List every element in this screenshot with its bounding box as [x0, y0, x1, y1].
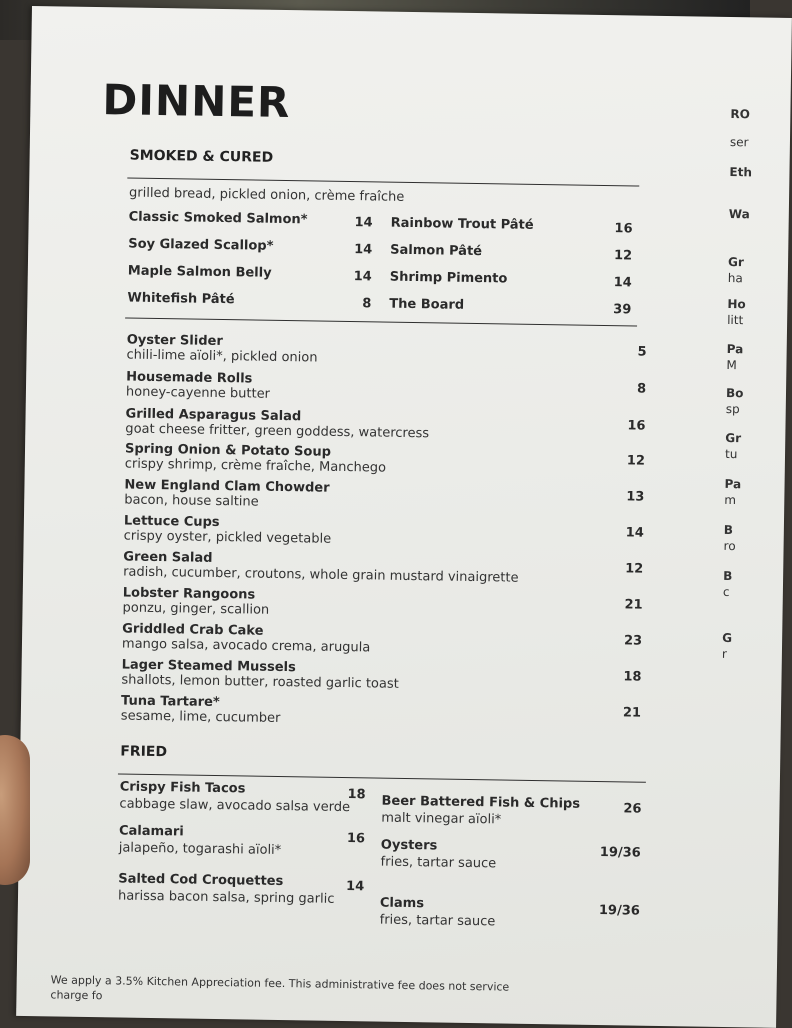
- fried-item: [380, 896, 590, 932]
- smoked-item-name: Classic Smoked Salmon*: [128, 209, 308, 228]
- section-heading-fried: FRIED: [120, 743, 168, 761]
- partial-text: M: [726, 357, 737, 373]
- menu-item-description: cabbage slaw, avocado salsa verde: [119, 796, 351, 816]
- menu-item-price: 26: [623, 801, 642, 817]
- menu-item-name: Grilled Asparagus Salad: [125, 406, 302, 425]
- menu-item-name: Lobster Rangoons: [122, 585, 256, 603]
- menu-item: [126, 370, 646, 408]
- menu-item-name: Lettuce Cups: [123, 513, 220, 531]
- menu-item: [121, 693, 641, 731]
- partial-text: Bo: [725, 385, 744, 401]
- menu-item-description: goat cheese fritter, green goddess, watercress: [125, 421, 430, 442]
- menu-item-description: jalapeño, togarashi aïoli*: [118, 840, 282, 859]
- partial-text: ser: [729, 134, 749, 150]
- menu-item-description: ponzu, ginger, scallion: [122, 600, 270, 618]
- menu-item: [122, 585, 642, 623]
- menu-item-price: 13: [626, 489, 645, 505]
- menu-item-name: Salted Cod Croquettes: [118, 871, 284, 890]
- menu-item-description: radish, cucumber, croutons, whole grain mustard vinaigrette: [123, 564, 519, 586]
- partial-text: tu: [724, 446, 738, 462]
- menu-item-description: malt vinegar aïoli*: [381, 810, 502, 828]
- menu-item-price: 8: [636, 381, 647, 397]
- menu-item-price: 19/36: [598, 903, 640, 919]
- partial-text: Pa: [724, 476, 742, 492]
- partial-text: ha: [727, 270, 743, 286]
- smoked-item-price: 14: [354, 215, 373, 231]
- menu-item-description: bacon, house saltine: [124, 492, 259, 510]
- menu-item-description: sesame, lime, cucumber: [120, 708, 281, 726]
- menu-item: [123, 550, 643, 588]
- smoked-item-price: 16: [614, 221, 633, 237]
- menu-item-price: 18: [623, 669, 642, 685]
- smoked-item-name: Whitefish Pâté: [127, 290, 235, 308]
- menu-item-description: honey-cayenne butter: [125, 384, 271, 402]
- menu-item: [122, 621, 642, 659]
- menu-item-price: 23: [623, 633, 643, 649]
- menu-item-description: crispy shrimp, crème fraîche, Manchego: [124, 456, 387, 476]
- smoked-item-price: 14: [613, 275, 632, 291]
- smoked-item-price: 12: [613, 248, 633, 264]
- fried-item: [380, 838, 590, 874]
- partial-text: Eth: [729, 164, 753, 180]
- menu-item-name: Lager Steamed Mussels: [121, 657, 296, 676]
- section-note: grilled bread, pickled onion, crème fraîche: [128, 185, 405, 205]
- menu-item-price: 19/36: [599, 845, 641, 861]
- partial-text: B: [723, 568, 733, 584]
- partial-text: Wa: [728, 206, 750, 222]
- smoked-item-price: 8: [362, 296, 372, 312]
- partial-text: litt: [727, 312, 744, 328]
- menu-item-price: 12: [626, 453, 646, 469]
- partial-text: r: [721, 646, 727, 661]
- menu-item-name: Griddled Crab Cake: [122, 621, 264, 639]
- menu-item-description: mango salsa, avocado crema, arugula: [121, 636, 371, 656]
- menu-item-name: Oysters: [380, 837, 438, 854]
- menu-item-description: fries, tartar sauce: [379, 912, 496, 930]
- divider: [127, 178, 639, 187]
- smoked-item-name: Rainbow Trout Pâté: [390, 215, 534, 233]
- smoked-item-name: Salmon Pâté: [390, 242, 483, 260]
- partial-text: Ho: [727, 296, 746, 312]
- next-column-partial: [721, 17, 792, 661]
- partial-text: RO: [730, 106, 750, 122]
- menu-item-price: 16: [627, 418, 646, 434]
- smoked-item-name: The Board: [389, 296, 465, 313]
- menu-item: [125, 407, 645, 445]
- smoked-item-name: Maple Salmon Belly: [127, 263, 272, 281]
- menu-item: [121, 657, 641, 695]
- menu-item-price: 14: [625, 525, 644, 541]
- menu-item-description: crispy oyster, pickled vegetable: [123, 528, 332, 547]
- menu-item-name: Crispy Fish Tacos: [119, 779, 246, 797]
- menu-item-price: 14: [345, 879, 365, 895]
- menu-item-name: Tuna Tartare*: [120, 693, 220, 711]
- menu-item-description: chili-lime aïoli*, pickled onion: [126, 347, 318, 366]
- smoked-item-price: 14: [354, 242, 373, 258]
- menu-item-name: Beer Battered Fish & Chips: [381, 793, 581, 812]
- menu-item-price: 5: [637, 344, 647, 360]
- menu-item-description: harissa bacon salsa, spring garlic: [117, 888, 335, 907]
- menu-item: [125, 442, 645, 480]
- menu-item-name: Oyster Slider: [126, 332, 223, 350]
- partial-text: G: [722, 630, 733, 646]
- menu-item-name: Housemade Rolls: [126, 369, 253, 387]
- menu-item-name: Clams: [379, 895, 425, 912]
- menu-item: [124, 478, 644, 516]
- menu-item-description: fries, tartar sauce: [380, 854, 497, 872]
- smoked-item-name: Shrimp Pimento: [389, 269, 508, 287]
- smoked-item-price: 39: [613, 302, 632, 318]
- menu-item-price: 21: [622, 705, 642, 721]
- menu-item-name: New England Clam Chowder: [124, 477, 330, 496]
- thumb: [0, 735, 30, 885]
- section-heading-smoked-cured: SMOKED & CURED: [129, 147, 274, 166]
- partial-text: c: [722, 584, 730, 600]
- menu-item-price: 16: [346, 831, 366, 847]
- menu-item-price: 21: [624, 597, 643, 613]
- fried-item: [381, 794, 591, 830]
- footer-notice: We apply a 3.5% Kitchen Appreciation fee. This administrative fee does not service charge fo: [50, 973, 510, 1003]
- menu-item-price: 18: [347, 787, 366, 803]
- partial-text: Gr: [725, 430, 742, 446]
- partial-text: ro: [723, 538, 736, 554]
- partial-text: Gr: [727, 254, 744, 270]
- partial-text: B: [723, 522, 734, 538]
- menu-item: [124, 514, 644, 552]
- partial-text: sp: [725, 401, 740, 417]
- menu-item-price: 12: [625, 561, 644, 577]
- smoked-item-name: Soy Glazed Scallop*: [128, 236, 274, 254]
- partial-text: Pa: [726, 341, 744, 357]
- menu-item-name: Spring Onion & Potato Soup: [124, 441, 332, 460]
- partial-text: m: [724, 492, 737, 508]
- smoked-item-price: 14: [353, 269, 372, 285]
- menu-title: DINNER: [102, 75, 291, 128]
- divider: [125, 318, 637, 327]
- menu-item-name: Calamari: [118, 823, 184, 840]
- menu-item-description: shallots, lemon butter, roasted garlic toast: [121, 672, 399, 692]
- menu-item: [126, 333, 646, 371]
- menu-item-name: Green Salad: [123, 549, 213, 566]
- menu-page: [16, 6, 792, 1028]
